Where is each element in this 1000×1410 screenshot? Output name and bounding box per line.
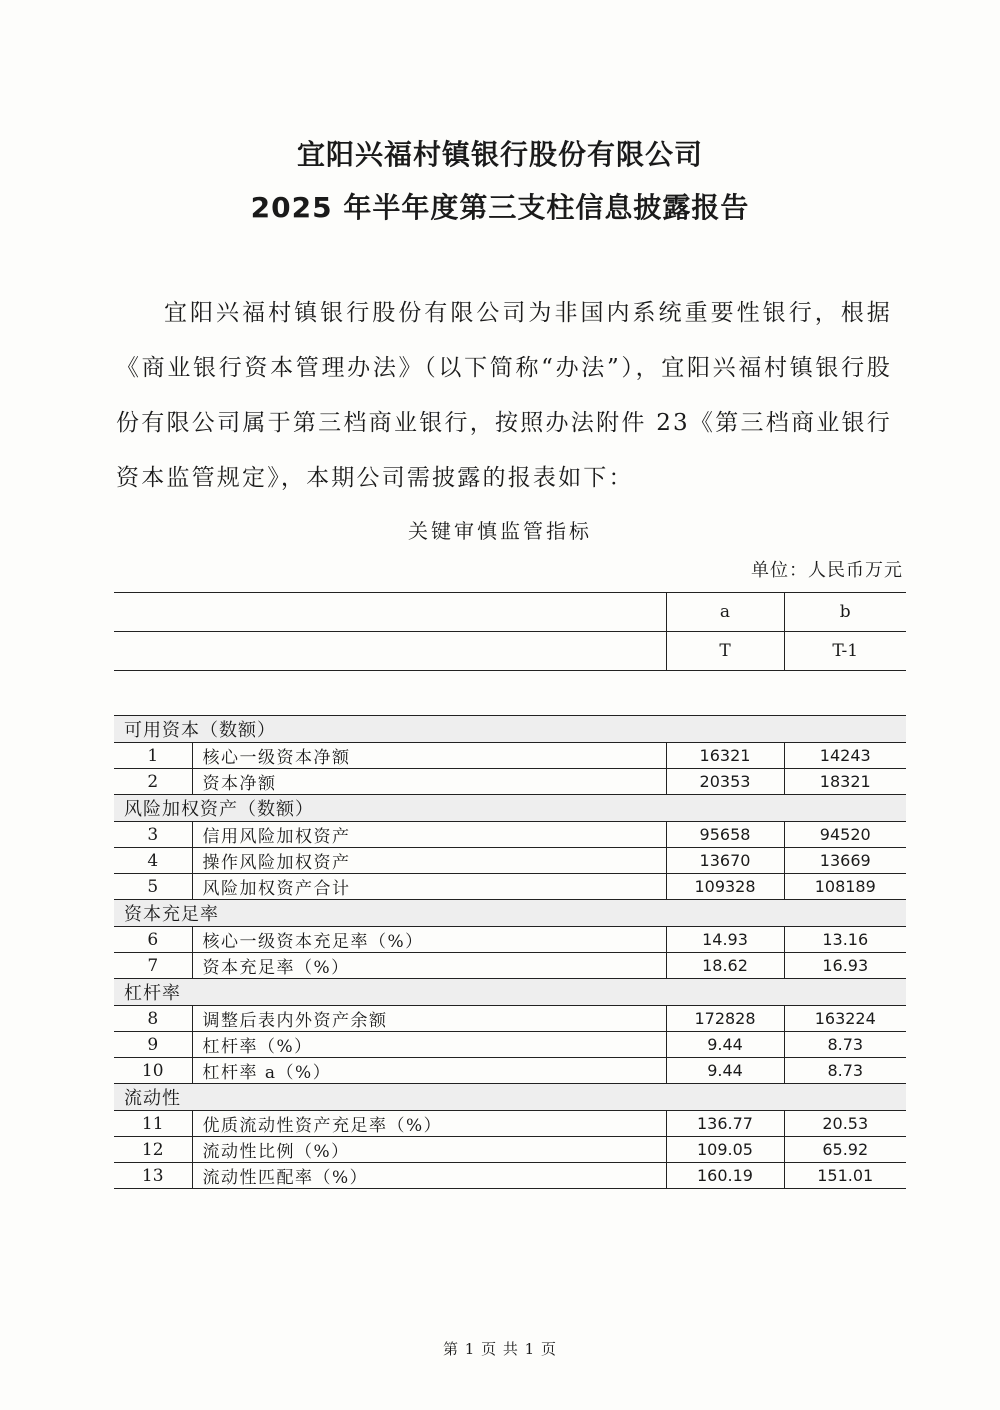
value-a: 18.62 xyxy=(666,953,784,979)
row-number: 8 xyxy=(114,1006,192,1032)
page-footer: 第 1 页 共 1 页 xyxy=(443,1340,557,1358)
metric-name: 杠杆率 a（%） xyxy=(192,1058,666,1084)
section-header-row xyxy=(114,979,906,1006)
table-row xyxy=(114,1137,906,1163)
value-b: 20.53 xyxy=(784,1111,906,1137)
section-title: 可用资本（数额） xyxy=(114,716,906,743)
column-a-letter: a xyxy=(666,593,784,632)
header-row-letters xyxy=(114,593,906,632)
value-a: 14.93 xyxy=(666,927,784,953)
value-b: 8.73 xyxy=(784,1032,906,1058)
metric-name: 流动性比例（%） xyxy=(192,1137,666,1163)
table-row xyxy=(114,874,906,900)
metric-name: 调整后表内外资产余额 xyxy=(192,1006,666,1032)
row-number: 5 xyxy=(114,874,192,900)
header-row-periods xyxy=(114,632,906,671)
table-row xyxy=(114,1163,906,1189)
row-number: 10 xyxy=(114,1058,192,1084)
unit-label: 单位：人民币万元 xyxy=(751,560,903,581)
value-a: 95658 xyxy=(666,822,784,848)
header-blank-cell xyxy=(114,632,666,671)
metric-name: 风险加权资产合计 xyxy=(192,874,666,900)
document-title: 宜阳兴福村镇银行股份有限公司 xyxy=(296,138,703,171)
table-row xyxy=(114,822,906,848)
value-a: 109328 xyxy=(666,874,784,900)
value-b: 18321 xyxy=(784,769,906,795)
value-b: 94520 xyxy=(784,822,906,848)
metric-name: 流动性匹配率（%） xyxy=(192,1163,666,1189)
value-a: 20353 xyxy=(666,769,784,795)
value-a: 160.19 xyxy=(666,1163,784,1189)
value-b: 13669 xyxy=(784,848,906,874)
metric-name: 优质流动性资产充足率（%） xyxy=(192,1111,666,1137)
table-row xyxy=(114,953,906,979)
row-number: 12 xyxy=(114,1137,192,1163)
document-subtitle: 2025 年半年度第三支柱信息披露报告 xyxy=(250,191,750,224)
header-gap-cell xyxy=(784,671,906,716)
value-b: 8.73 xyxy=(784,1058,906,1084)
value-b: 108189 xyxy=(784,874,906,900)
header-gap-cell xyxy=(666,671,784,716)
row-number: 2 xyxy=(114,769,192,795)
metric-name: 核心一级资本充足率（%） xyxy=(192,927,666,953)
section-header-row xyxy=(114,900,906,927)
metric-name: 核心一级资本净额 xyxy=(192,743,666,769)
table-row xyxy=(114,1111,906,1137)
value-b: 163224 xyxy=(784,1006,906,1032)
value-b: 14243 xyxy=(784,743,906,769)
metric-name: 资本净额 xyxy=(192,769,666,795)
key-prudential-metrics-table xyxy=(114,592,906,1189)
value-a: 13670 xyxy=(666,848,784,874)
row-number: 11 xyxy=(114,1111,192,1137)
metric-name: 资本充足率（%） xyxy=(192,953,666,979)
value-a: 109.05 xyxy=(666,1137,784,1163)
section-title: 风险加权资产（数额） xyxy=(114,795,906,822)
table-row xyxy=(114,743,906,769)
column-a-period: T xyxy=(666,632,784,671)
value-b: 13.16 xyxy=(784,927,906,953)
section-header-row xyxy=(114,795,906,822)
table-row xyxy=(114,848,906,874)
metric-name: 杠杆率（%） xyxy=(192,1032,666,1058)
metric-name: 操作风险加权资产 xyxy=(192,848,666,874)
row-number: 4 xyxy=(114,848,192,874)
row-number: 3 xyxy=(114,822,192,848)
metric-name: 信用风险加权资产 xyxy=(192,822,666,848)
row-number: 13 xyxy=(114,1163,192,1189)
table-row xyxy=(114,769,906,795)
header-blank-cell xyxy=(114,593,666,632)
intro-paragraph: 宜阳兴福村镇银行股份有限公司为非国内系统重要性银行，根据《商业银行资本管理办法》（以下简称“办法”），宜阳兴福村镇银行股份有限公司属于第三档商业银行，按照办法附件 23《第三档商业银行资本监管规定》，本期公司需披露的报表如下： xyxy=(116,300,892,491)
row-number: 9 xyxy=(114,1032,192,1058)
section-header-row xyxy=(114,1084,906,1111)
section-title: 资本充足率 xyxy=(114,900,906,927)
header-gap-cell xyxy=(114,671,666,716)
header-gap-row xyxy=(114,671,906,716)
section-title: 杠杆率 xyxy=(114,979,906,1006)
row-number: 6 xyxy=(114,927,192,953)
table-row xyxy=(114,1006,906,1032)
column-b-letter: b xyxy=(784,593,906,632)
value-b: 65.92 xyxy=(784,1137,906,1163)
row-number: 7 xyxy=(114,953,192,979)
value-b: 16.93 xyxy=(784,953,906,979)
table-title: 关键审慎监管指标 xyxy=(408,519,592,543)
value-a: 136.77 xyxy=(666,1111,784,1137)
value-a: 16321 xyxy=(666,743,784,769)
column-b-period: T-1 xyxy=(784,632,906,671)
section-header-row xyxy=(114,716,906,743)
table-row xyxy=(114,1058,906,1084)
table-row xyxy=(114,1032,906,1058)
table-row xyxy=(114,927,906,953)
value-a: 9.44 xyxy=(666,1058,784,1084)
row-number: 1 xyxy=(114,743,192,769)
value-a: 172828 xyxy=(666,1006,784,1032)
section-title: 流动性 xyxy=(114,1084,906,1111)
value-a: 9.44 xyxy=(666,1032,784,1058)
value-b: 151.01 xyxy=(784,1163,906,1189)
